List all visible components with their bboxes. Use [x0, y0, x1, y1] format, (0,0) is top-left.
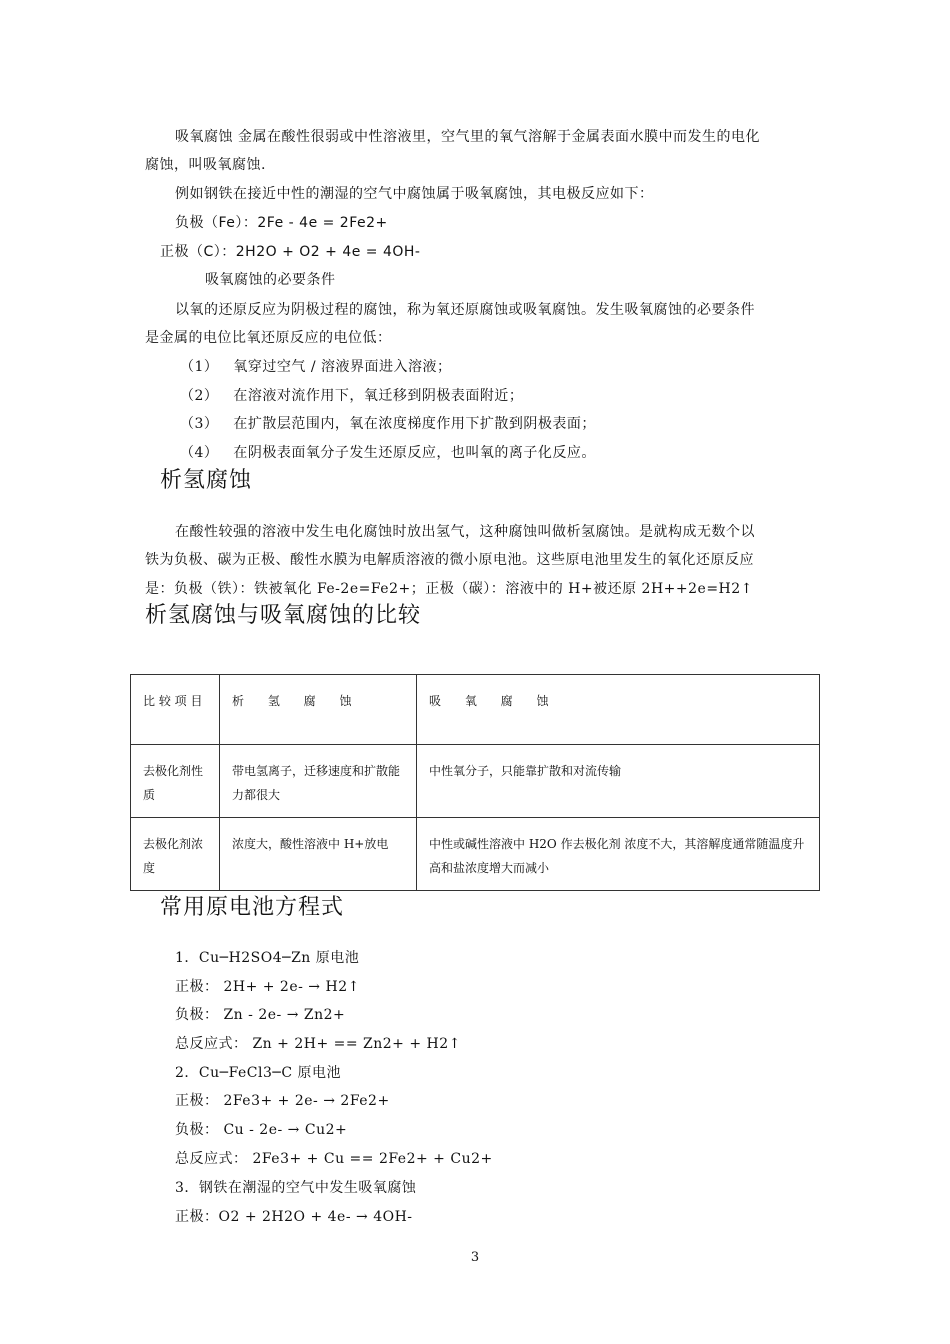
hydrogen-line2: 铁为负极、碳为正极、酸性水膜为电解质溶液的微小原电池。这些原电池里发生的氧化还原反应	[145, 552, 754, 568]
para-oxygen-line1: 吸氧腐蚀 金属在酸性很弱或中性溶液里，空气里的氧气溶解于金属表面水膜中而发生的电化	[175, 129, 760, 145]
table-cell: 去极化剂浓度	[131, 818, 220, 891]
cell3-positive: 正极：O2 + 2H2O + 4e- → 4OH-	[175, 1209, 413, 1225]
step-number: （3）	[180, 416, 219, 432]
table-cell: 去极化剂性质	[131, 745, 220, 818]
step-3	[180, 414, 596, 434]
heading-hydrogen: 析氢腐蚀	[160, 468, 253, 493]
cell3-title: 3．钢铁在潮湿的空气中发生吸氧腐蚀	[175, 1180, 417, 1196]
page-number: 3	[470, 1250, 480, 1265]
table-header-hydrogen: 析 氢 腐 蚀	[220, 675, 417, 745]
step-1	[180, 357, 452, 377]
comparison-table	[130, 674, 820, 891]
step-text: 在扩散层范围内，氧在浓度梯度作用下扩散到阴极表面；	[233, 416, 596, 432]
heading-comparison: 析氢腐蚀与吸氧腐蚀的比较	[145, 603, 422, 628]
hydrogen-line3: 是：负极（铁）：铁被氧化 Fe-2e=Fe2+；正极（碳）：溶液中的 H+被还原 2H++2e=H2↑	[145, 581, 753, 597]
cell1-total: 总反应式： Zn + 2H+ == Zn2+ + H2↑	[175, 1036, 461, 1052]
step-text: 氧穿过空气 / 溶液界面进入溶液；	[233, 359, 452, 375]
para-reduction-line1: 以氧的还原反应为阴极过程的腐蚀，称为氧还原腐蚀或吸氧腐蚀。发生吸氧腐蚀的必要条件	[175, 302, 755, 318]
table-row	[131, 745, 820, 818]
table-cell: 中性氧分子，只能靠扩散和对流传输	[417, 745, 820, 818]
table-row	[131, 818, 820, 891]
table-cell: 中性或碱性溶液中 H2O 作去极化剂 浓度不大，其溶解度通常随温度升高和盐浓度增大而减小	[417, 818, 820, 891]
step-number: （2）	[180, 388, 219, 404]
table-cell: 带电氢离子，迁移速度和扩散能力都很大	[220, 745, 417, 818]
para-example: 例如钢铁在接近中性的潮湿的空气中腐蚀属于吸氧腐蚀，其电极反应如下：	[175, 186, 654, 202]
neg-electrode-eq: 负极（Fe）：2Fe - 4e = 2Fe2+	[175, 215, 388, 231]
table-header-oxygen: 吸 氧 腐 蚀	[417, 675, 820, 745]
cell2-total: 总反应式： 2Fe3+ + Cu == 2Fe2+ + Cu2+	[175, 1151, 493, 1167]
cell2-positive: 正极： 2Fe3+ + 2e- → 2Fe2+	[175, 1093, 390, 1109]
cell2-title: 2．Cu─FeCl3─C 原电池	[175, 1065, 341, 1081]
step-2	[180, 386, 523, 406]
heading-cells: 常用原电池方程式	[160, 895, 345, 920]
table-cell: 浓度大，酸性溶液中 H+放电	[220, 818, 417, 891]
step-4	[180, 443, 596, 463]
cell1-negative: 负极： Zn - 2e- → Zn2+	[175, 1007, 346, 1023]
cell1-positive: 正极： 2H+ + 2e- → H2↑	[175, 979, 360, 995]
table-header-item: 比 较 项 目	[131, 675, 220, 745]
step-number: （4）	[180, 445, 219, 461]
pos-electrode-eq: 正极（C）：2H2O + O2 + 4e = 4OH-	[160, 244, 421, 260]
cell1-title: 1．Cu─H2SO4─Zn 原电池	[175, 950, 360, 966]
para-oxygen-line2: 腐蚀，叫吸氧腐蚀.	[145, 157, 266, 173]
cell2-negative: 负极： Cu - 2e- → Cu2+	[175, 1122, 348, 1138]
table-row	[131, 675, 820, 745]
step-text: 在溶液对流作用下，氧迁移到阴极表面附近；	[233, 388, 524, 404]
step-text: 在阴极表面氧分子发生还原反应，也叫氧的离子化反应。	[233, 445, 596, 461]
para-reduction-line2: 是金属的电位比氧还原反应的电位低：	[145, 330, 392, 346]
step-number: （1）	[180, 359, 219, 375]
conditions-title: 吸氧腐蚀的必要条件	[205, 272, 336, 288]
hydrogen-line1: 在酸性较强的溶液中发生电化腐蚀时放出氢气，这种腐蚀叫做析氢腐蚀。是就构成无数个以	[175, 524, 755, 540]
